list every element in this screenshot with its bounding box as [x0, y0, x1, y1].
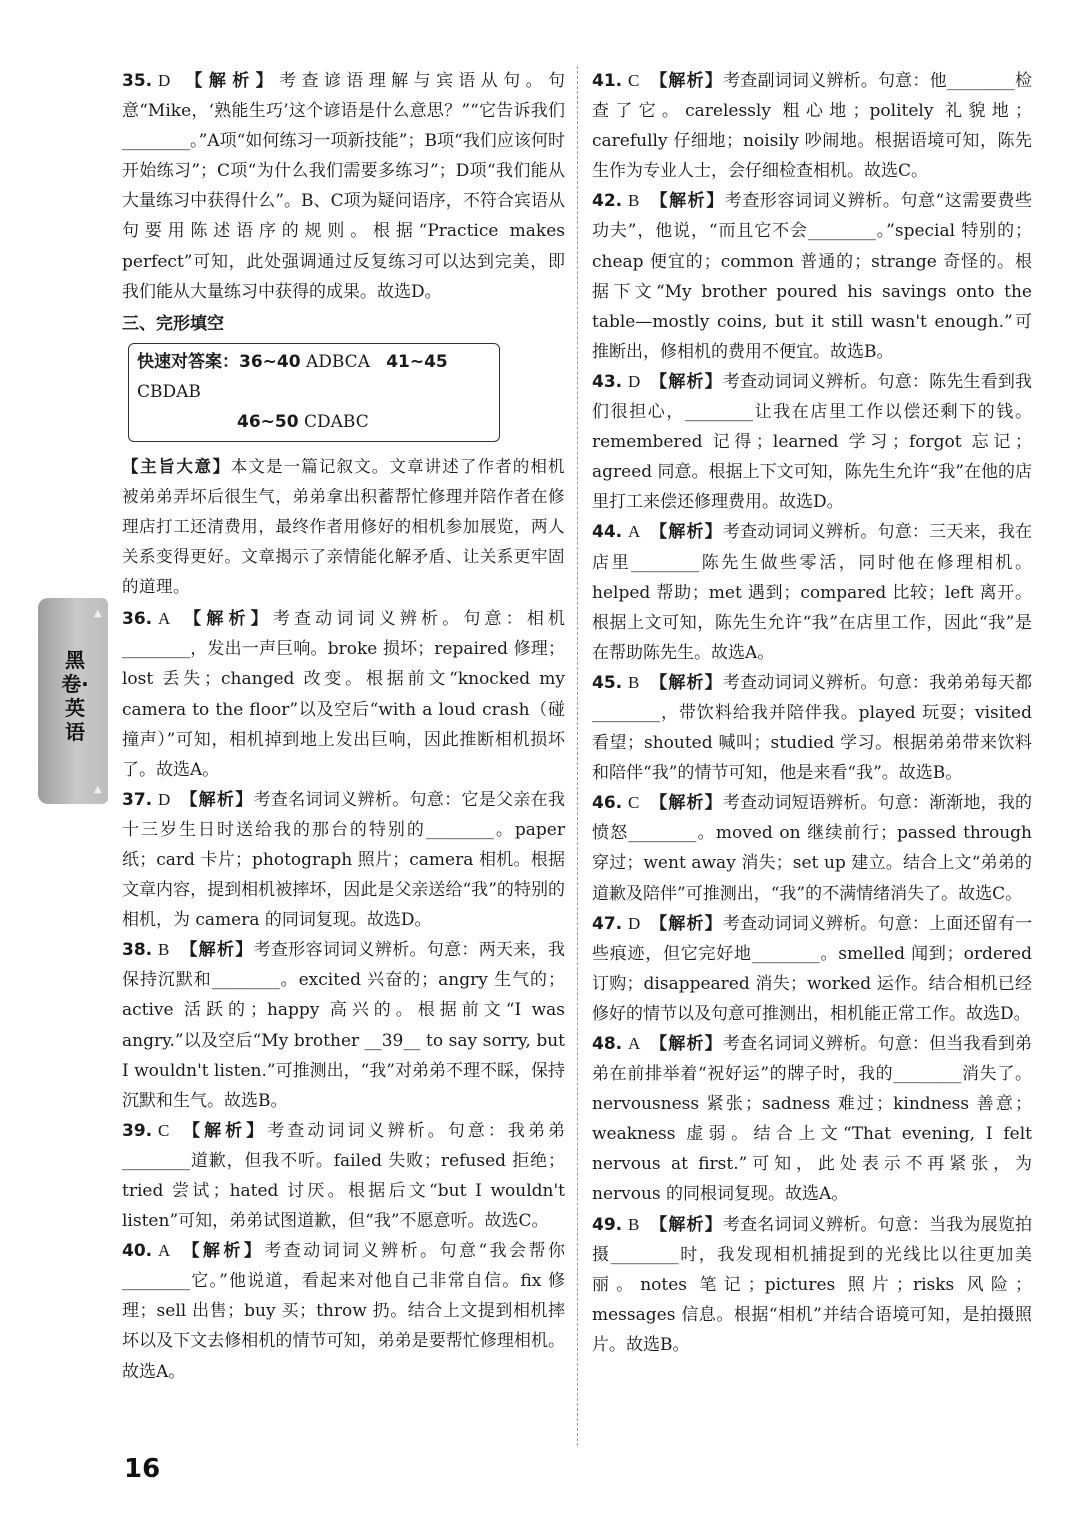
- answer-range: 41~45: [386, 351, 448, 372]
- analysis-tag: 【解析】: [180, 71, 280, 91]
- question-number: 40.: [122, 1241, 153, 1262]
- entry-37: [122, 785, 565, 935]
- quick-answer-label: 快速对答案：: [137, 351, 239, 372]
- analysis-text: 考查名词词义辨析。句意：当我为展览拍摄________时，我发现相机捕捉到的光线比以往更加美丽。notes 笔记；pictures 照片；risks 风险；messages 信息。根据“相机”并结合语境可知，是拍摄照片。故选B。: [592, 1214, 1033, 1355]
- main-idea-text: 本文是一篇记叙文。文章讲述了作者的相机被弟弟弄坏后很生气，弟弟拿出积蓄帮忙修理并陪作者在修理店打工还清费用，最终作者用修好的相机参加展览，两人关系变得更好。文章揭示了亲情能化解矛盾、让关系更牢固的道理。: [122, 456, 565, 597]
- answer-range: 36~40: [239, 351, 301, 372]
- analysis-text: 考查动词词义辨析。句意“我会帮你________它。”他说道，看起来对他自己非常自信。fix 修理；sell 出售；buy 买；throw 扔。结合上文提到相机摔坏以及下文去修相机的情节可知，弟弟是要帮忙修理相机。故选A。: [122, 1241, 565, 1382]
- entry-36: [122, 604, 565, 785]
- analysis-text: 考查动词短语辨析。句意：渐渐地，我的愤怒________。moved on 继续前行；passed through 穿过；went away 消失；set up 建立。结合上文“弟弟的道歉及陪伴”可推测出，“我”的不满情绪消失了。故选C。: [592, 793, 1033, 904]
- analysis-text: 考查动词词义辨析。句意：上面还留有一些痕迹，但它完好地________。smelled 闻到；ordered 订购；disappeared 消失；worked 运作。结合相机已经修好的情节以及句意可推测出，相机能正常工作。故选D。: [592, 913, 1033, 1024]
- analysis-tag: 【解析】: [180, 1120, 268, 1141]
- answer-letter: C: [628, 793, 640, 813]
- question-number: 49.: [592, 1214, 623, 1235]
- analysis-text: 考查动词词义辨析。句意：我弟弟________道歉，但我不听。failed 失败；refused 拒绝；tried 尝试；hated 讨厌。根据后文“but I wouldn't listen”可知，弟弟试图道歉，但“我”不愿意听。故选C。: [122, 1120, 566, 1232]
- analysis-tag: 【解析】: [180, 609, 273, 630]
- answer-letter: B: [158, 940, 170, 960]
- arrow-down-icon: ▲: [94, 784, 102, 795]
- entry-44: [592, 517, 1032, 667]
- answer-letter: B: [628, 191, 640, 211]
- analysis-tag: 【解析】: [650, 371, 723, 392]
- analysis-tag: 【解析】: [650, 913, 723, 934]
- entry-46: [592, 788, 1032, 908]
- analysis-tag: 【解析】: [650, 191, 725, 212]
- entry-43: [592, 367, 1032, 517]
- answer-letter: D: [628, 371, 641, 391]
- entry-49: [592, 1210, 1032, 1360]
- answer-letter: A: [158, 1241, 171, 1261]
- answer-letter: A: [628, 522, 641, 542]
- analysis-tag: 【解析】: [180, 1241, 265, 1262]
- analysis-text: 考查动词词义辨析。句意：陈先生看到我们很担心，________让我在店里工作以偿还剩下的钱。remembered 记得；learned 学习；forgot 忘记；agreed 同意。根据上下文可知，陈先生允许“我”在他的店里打工来偿还修理费用。故选D。: [592, 371, 1033, 513]
- analysis-text: 考查形容词词义辨析。句意：两天来，我保持沉默和________。excited 兴奋的；angry 生气的；active 活跃的；happy 高兴的。根据前文“I was angry.”以及空后“My brother __39__ to say sorry, but I wouldn't listen.”可推测出，“我”对弟弟不理不睬，保持沉默和生气。故选B。: [122, 940, 566, 1111]
- column-divider: [577, 66, 578, 1446]
- section-title: 三、完形填空: [122, 313, 224, 334]
- question-number: 44.: [592, 522, 623, 543]
- analysis-text: 考查名词词义辨析。句意：它是父亲在我十三岁生日时送给我的那台的特别的________。paper 纸；card 卡片；photograph 照片；camera 相机。根据文章内容，提到相机被摔坏，因此是父亲送给“我”的特别的相机，为 camera 的同词复现。故选D。: [122, 789, 566, 931]
- question-number: 43.: [592, 371, 623, 392]
- answer-letter: D: [158, 71, 171, 90]
- entry-45: [592, 668, 1032, 788]
- entry-42: [592, 186, 1032, 367]
- quick-answer-box: [128, 343, 500, 442]
- analysis-text: 考查动词词义辨析。句意：我弟弟每天都________，带饮料给我并陪伴我。played 玩耍；visited 看望；shouted 喊叫；studied 学习。根据弟弟带来饮料和陪伴“我”的情节可知，他是来看“我”。故选B。: [592, 672, 1033, 784]
- question-number: 35.: [122, 71, 153, 91]
- analysis-tag: 【解析】: [180, 789, 254, 810]
- answer-letter: D: [628, 913, 641, 933]
- answer-key: ADBCA: [305, 351, 370, 372]
- answer-letter: B: [628, 672, 640, 692]
- answer-letter: C: [628, 71, 640, 90]
- entry-39: [122, 1116, 565, 1236]
- question-number: 48.: [592, 1034, 623, 1054]
- analysis-tag: 【解析】: [650, 672, 723, 693]
- question-number: 47.: [592, 913, 623, 934]
- analysis-text: 考查动词词义辨析。句意：三天来，我在店里________陈先生做些零活，同时他在修理相机。helped 帮助；met 遇到；compared 比较；left 离开。根据上文可知，陈先生允许“我”在店里工作，因此“我”是在帮助陈先生。故选A。: [592, 522, 1033, 663]
- answer-letter: D: [158, 789, 171, 809]
- question-number: 45.: [592, 672, 623, 693]
- main-idea-tag: 【主旨大意】: [122, 456, 231, 476]
- right-column: [592, 66, 1032, 1360]
- question-number: 42.: [592, 191, 623, 212]
- main-idea: [122, 452, 565, 602]
- left-column: [122, 66, 565, 1387]
- answer-key: CBDAB: [137, 381, 201, 402]
- answer-letter: C: [158, 1120, 170, 1140]
- analysis-tag: 【解析】: [650, 793, 723, 814]
- entry-35: [122, 66, 565, 307]
- quick-answer-row: [137, 347, 493, 407]
- analysis-tag: 【解析】: [650, 1034, 723, 1054]
- answer-key: CDABC: [303, 411, 369, 432]
- entry-38: [122, 935, 565, 1116]
- entry-41: [592, 66, 1032, 186]
- side-tab: [38, 598, 108, 804]
- question-number: 46.: [592, 793, 623, 814]
- analysis-text: 考查动词词义辨析。句意：相机________，发出一声巨响。broke 损坏；repaired 修理；lost 丢失；changed 改变。根据前文“knocked my camera to the floor”以及空后“with a loud crash（碰撞声）”可知，相机掉到地上发出巨响，因此推断相机损坏了。故选A。: [122, 609, 566, 780]
- analysis-tag: 【解析】: [650, 1214, 723, 1235]
- answer-letter: A: [628, 1034, 641, 1053]
- entry-48: [592, 1029, 1032, 1210]
- side-tab-label: 黑卷·英语: [61, 648, 89, 744]
- analysis-tag: 【解析】: [180, 940, 254, 961]
- answer-letter: A: [158, 609, 171, 629]
- analysis-tag: 【解析】: [650, 522, 723, 543]
- entry-47: [592, 909, 1032, 1029]
- quick-answer-row: [137, 407, 493, 437]
- question-number: 41.: [592, 71, 623, 91]
- question-number: 37.: [122, 789, 153, 810]
- question-number: 38.: [122, 940, 153, 961]
- analysis-text: 考查副词词义辨析。句意：他________检查了它。carelessly 粗心地；politely 礼貌地；carefully 仔细地；noisily 吵闹地。根据语境可知，陈先生作为专业人士，会仔细检查相机。故选C。: [592, 71, 1033, 182]
- analysis-text: 考查谚语理解与宾语从句。句意“Mike，‘熟能生巧’这个谚语是什么意思？”“它告诉我们________。”A项“如何练习一项新技能”；B项“我们应该何时开始练习”；C项“为什么我们需要多练习”；D项“我们能从大量练习中获得什么”。B、C项为疑问语序，不符合宾语从句要用陈述语序的规则。根据“Practice makes perfect”可知，此处强调通过反复练习可以达到完美，即我们能从大量练习中获得的成果。故选D。: [122, 71, 566, 302]
- answer-range: 46~50: [237, 411, 299, 432]
- analysis-text: 考查形容词词义辨析。句意“这需要费些功夫”，他说，“而且它不会________。”special 特别的；cheap 便宜的；common 普通的；strange 奇怪的。根据下文“My brother poured his savings onto the table—mostly coins, but it still wasn't enough.”可推断出，修相机的费用不便宜。故选B。: [592, 191, 1032, 362]
- page-number: 16: [124, 1454, 161, 1484]
- question-number: 36.: [122, 609, 153, 630]
- analysis-tag: 【解析】: [650, 71, 724, 91]
- entry-40: [122, 1236, 565, 1386]
- answer-letter: B: [628, 1214, 640, 1234]
- question-number: 39.: [122, 1120, 153, 1141]
- arrow-up-icon: ▲: [94, 608, 102, 619]
- analysis-text: 考查名词词义辨析。句意：但当我看到弟弟在前排举着“祝好运”的牌子时，我的________消失了。nervousness 紧张；sadness 难过；kindness 善意；weakness 虚弱。结合上文“That evening, I felt nervous at first.”可知，此处表示不再紧张，为 nervous 的同根词复现。故选A。: [592, 1034, 1033, 1205]
